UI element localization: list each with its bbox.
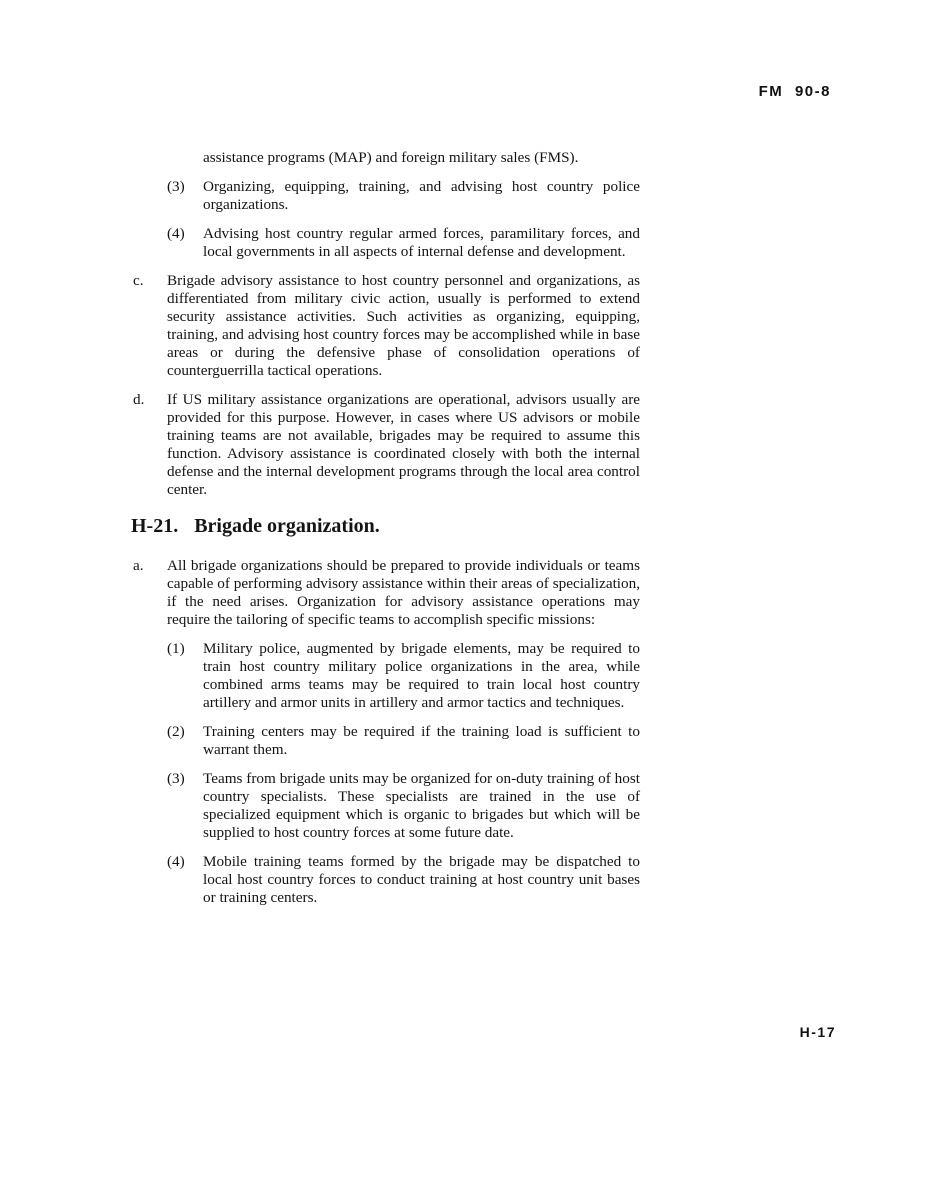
paragraph-continuation	[131, 149, 640, 167]
list-item-1b-label: (1)	[167, 640, 185, 657]
paragraph-c-label: c.	[133, 272, 144, 289]
paragraph-d	[131, 391, 640, 499]
paragraph-c-text: Brigade advisory assistance to host country personnel and organizations, as differentiated from military civic action, usually is performed to extend security assistance activities. Such activities as organizing, equipping, training, and advising host country forces may be accomplished while in base areas or during the defensive phase of consolidation operations of counterguerrilla tactical operations.	[167, 272, 640, 379]
list-item-3b	[131, 770, 640, 842]
list-item-4b-text: Mobile training teams formed by the brigade may be dispatched to local host country forces to conduct training at host country unit bases or training centers.	[203, 853, 640, 906]
list-item-4	[131, 225, 640, 261]
list-item-3b-text: Teams from brigade units may be organized for on-duty training of host country specialists. These specialists are trained in the use of specialized equipment which is organic to brigades but which will be supplied to host country forces at some future date.	[203, 770, 640, 841]
list-item-2b-text: Training centers may be required if the training load is sufficient to warrant them.	[203, 723, 640, 758]
list-item-2b-label: (2)	[167, 723, 185, 740]
heading-number: H-21.	[131, 515, 179, 537]
list-item-1b	[131, 640, 640, 712]
list-item-4-label: (4)	[167, 225, 185, 242]
list-item-3-text: Organizing, equipping, training, and advising host country police organizations.	[203, 178, 640, 213]
doc-number-header: FM 90-8	[758, 83, 831, 100]
paragraph-c	[131, 272, 640, 380]
document-body	[131, 149, 640, 918]
list-item-3b-label: (3)	[167, 770, 185, 787]
list-item-4b	[131, 853, 640, 907]
list-item-1b-text: Military police, augmented by brigade elements, may be required to train host country military police organizations in the area, while combined arms teams may be required to train local host country artillery and armor units in artillery and armor tactics and techniques.	[203, 640, 640, 711]
paragraph-continuation-text: assistance programs (MAP) and foreign military sales (FMS).	[203, 149, 579, 166]
page-number-footer: H-17	[799, 1024, 836, 1040]
section-heading-h21	[131, 515, 640, 538]
list-item-2b	[131, 723, 640, 759]
list-item-4-text: Advising host country regular armed forces, paramilitary forces, and local governments in all aspects of internal defense and development.	[203, 225, 640, 260]
paragraph-a-label: a.	[133, 557, 144, 574]
heading-title: Brigade organization.	[194, 515, 380, 537]
paragraph-d-label: d.	[133, 391, 145, 408]
paragraph-a	[131, 557, 640, 629]
list-item-3-label: (3)	[167, 178, 185, 195]
list-item-3	[131, 178, 640, 214]
paragraph-a-text: All brigade organizations should be prepared to provide individuals or teams capable of performing advisory assistance within their areas of specialization, if the need arises. Organization for advisory assistance operations may require the tailoring of specific teams to accomplish specific missions:	[167, 557, 640, 628]
paragraph-d-text: If US military assistance organizations are operational, advisors usually are provided for this purpose. However, in cases where US advisors or mobile training teams are not available, brigades may be required to assume this function. Advisory assistance is coordinated closely with both the internal defense and the internal development programs through the local area control center.	[167, 391, 640, 498]
list-item-4b-label: (4)	[167, 853, 185, 870]
